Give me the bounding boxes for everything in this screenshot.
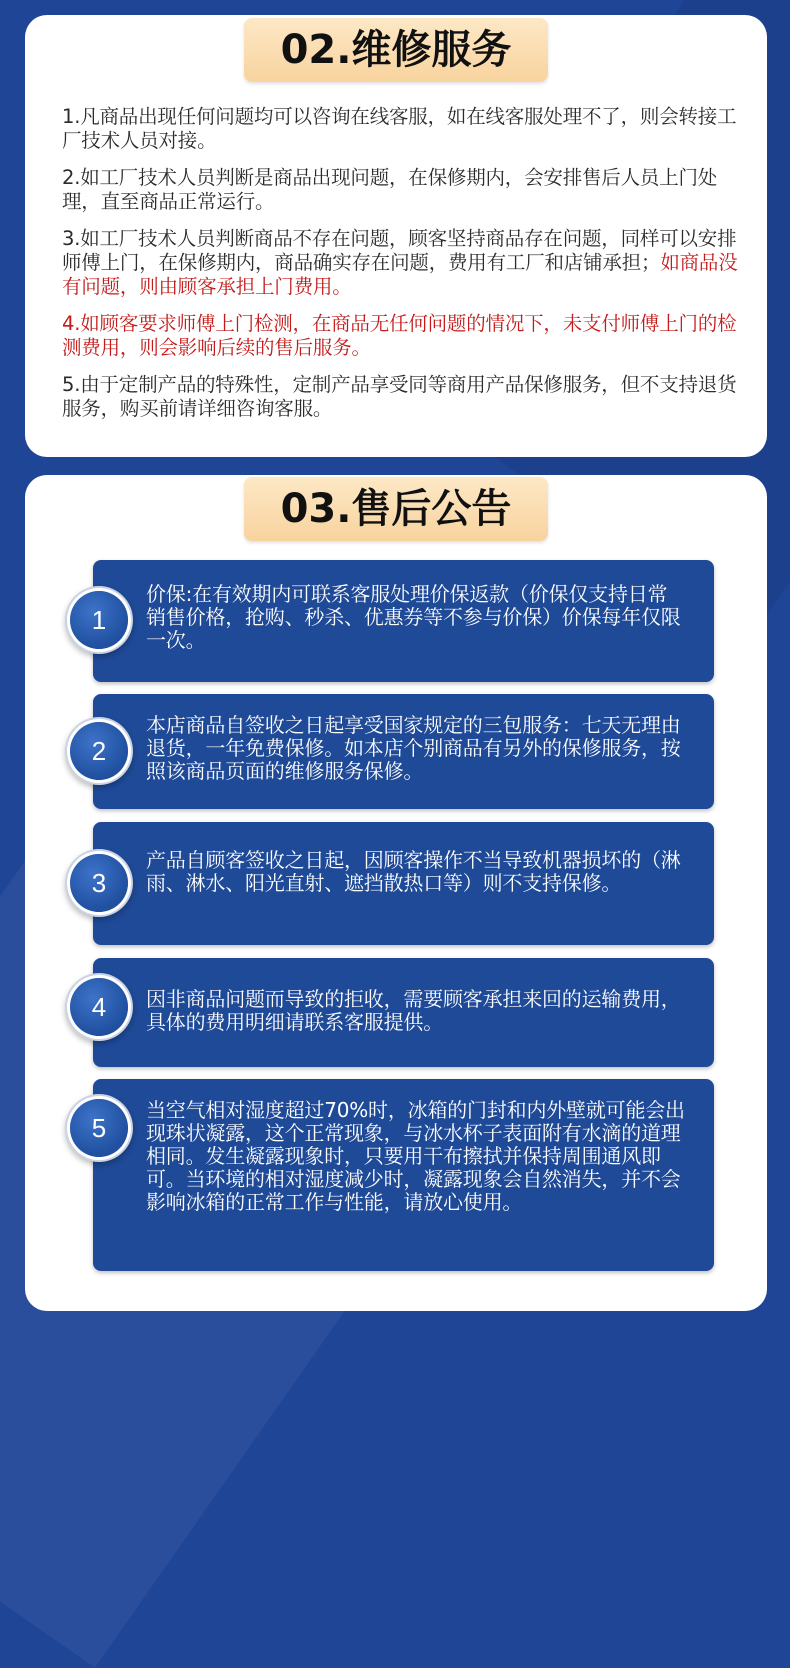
notice-item-2 xyxy=(93,694,714,809)
repair-item-text: 3.如工厂技术人员判断商品不存在问题，顾客坚持商品存在问题，同样可以安排师傅上门，在保修期内，商品确实存在问题，费用有工厂和店铺承担； xyxy=(62,227,737,274)
repair-item-3 xyxy=(62,227,742,299)
number-badge-2: 2 xyxy=(70,722,128,780)
repair-item-text: 5.由于定制产品的特殊性，定制产品享受同等商用产品保修服务，但不支持退货服务，购买前请详细咨询客服。 xyxy=(62,373,737,420)
after-sales-notice-title: 03.售后公告 xyxy=(244,477,548,541)
number-badge-4: 4 xyxy=(70,978,128,1036)
repair-service-list xyxy=(62,105,742,434)
repair-item-number: 4. xyxy=(62,312,81,335)
repair-item-warning: 如顾客要求师傅上门检测，在商品无任何问题的情况下，未支付师傅上门的检测费用，则会影响后续的售后服务。 xyxy=(62,312,737,359)
after-sales-notice-card xyxy=(25,475,767,1311)
notice-item-3 xyxy=(93,822,714,945)
notice-item-text: 当空气相对湿度超过70%时，冰箱的门封和内外壁就可能会出现珠状凝露，这个正常现象，与冰水杯子表面附有水滴的道理相同。发生凝露现象时，只要用干布擦拭并保持周围通风即可。当环境的相对湿度减少时，凝露现象会自然消失，并不会影响冰箱的正常工作与性能，请放心使用。 xyxy=(146,1098,685,1214)
notice-item-4 xyxy=(93,958,714,1067)
notice-item-5 xyxy=(93,1079,714,1271)
repair-item-2 xyxy=(62,166,742,214)
repair-item-warning: 如商品没有问题，则由顾客承担上门费用。 xyxy=(62,251,738,298)
notice-item-text: 本店商品自签收之日起享受国家规定的三包服务：七天无理由退货，一年免费保修。如本店个别商品有另外的保修服务，按照该商品页面的维修服务保修。 xyxy=(146,713,681,783)
repair-item-text: 1.凡商品出现任何问题均可以咨询在线客服，如在线客服处理不了，则会转接工厂技术人员对接。 xyxy=(62,105,737,152)
number-badge-1: 1 xyxy=(70,591,128,649)
number-badge-5: 5 xyxy=(70,1099,128,1157)
repair-item-1 xyxy=(62,105,742,153)
notice-item-1 xyxy=(93,560,714,682)
repair-item-text: 2.如工厂技术人员判断是商品出现问题，在保修期内，会安排售后人员上门处理，直至商品正常运行。 xyxy=(62,166,718,213)
repair-service-title: 02.维修服务 xyxy=(244,18,548,82)
notice-item-text: 因非商品问题而导致的拒收，需要顾客承担来回的运输费用，具体的费用明细请联系客服提供。 xyxy=(146,987,681,1034)
repair-item-4 xyxy=(62,312,742,360)
repair-item-5 xyxy=(62,373,742,421)
number-badge-3: 3 xyxy=(70,854,128,912)
notice-item-text: 价保:在有效期内可联系客服处理价保返款（价保仅支持日常销售价格，抢购、秒杀、优惠券等不参与价保）价保每年仅限一次。 xyxy=(146,582,681,652)
notice-item-text: 产品自顾客签收之日起，因顾客操作不当导致机器损坏的（淋雨、淋水、阳光直射、遮挡散热口等）则不支持保修。 xyxy=(146,848,681,895)
repair-service-card xyxy=(25,15,767,457)
